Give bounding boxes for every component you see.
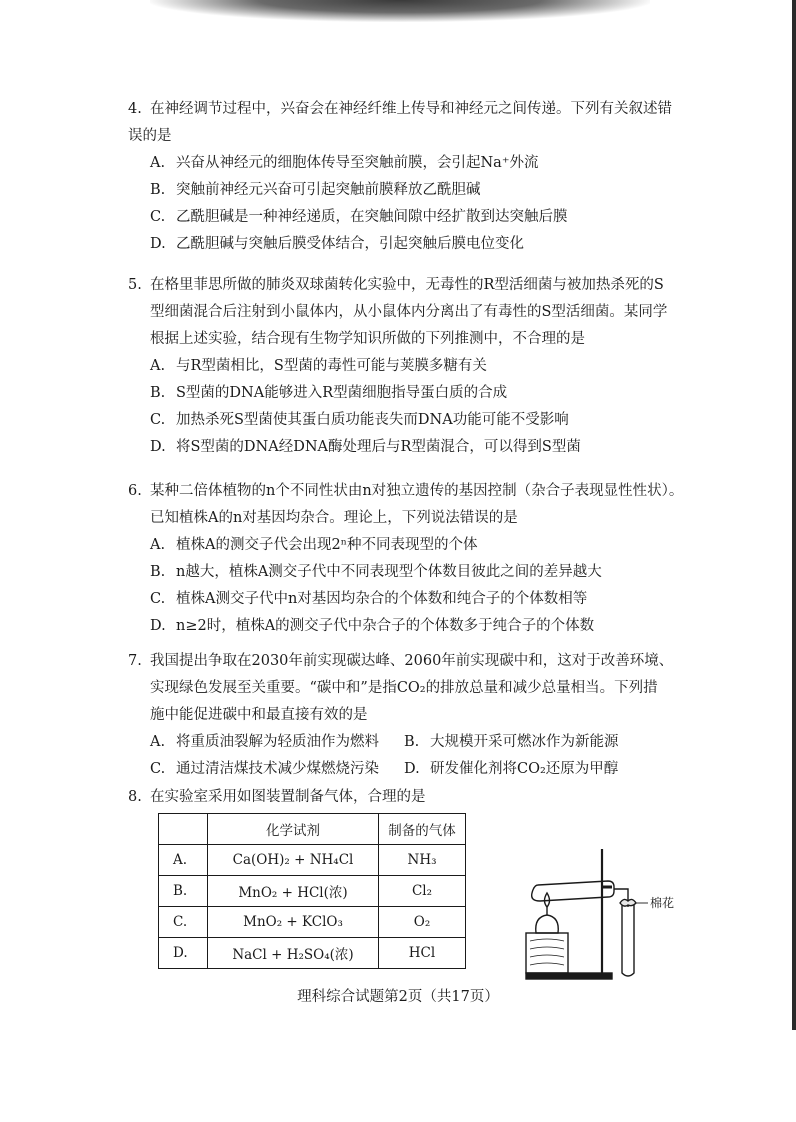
table-cell: D. xyxy=(159,938,208,969)
question-number: 5. xyxy=(128,277,142,293)
question-number: 6. xyxy=(128,483,142,499)
question-7 xyxy=(128,648,688,783)
option-d: D. 研发催化剂将CO₂还原为甲醇 xyxy=(404,761,619,777)
table-cell: Cl₂ xyxy=(379,876,466,907)
question-4 xyxy=(128,96,688,258)
question-number: 7. xyxy=(128,653,142,669)
question-stem: 在神经调节过程中，兴奋会在神经纤维上传导和神经元之间传递。下列有关叙述错 误的是 xyxy=(128,101,672,144)
table-cell: NH₃ xyxy=(379,845,466,876)
table-cell: NaCl + H₂SO₄(浓) xyxy=(208,938,379,969)
table-header: 制备的气体 xyxy=(379,814,466,845)
table-cell: MnO₂ + KClO₃ xyxy=(208,907,379,938)
option-b: B. 大规模开采可燃冰作为新能源 xyxy=(404,734,619,750)
table-row xyxy=(159,938,466,969)
reagent-table xyxy=(158,813,466,969)
option-a: A. 将重质油裂解为轻质油作为燃料 xyxy=(150,734,379,750)
option-c: C. 乙酰胆碱是一种神经递质，在突触间隙中经扩散到达突触后膜 xyxy=(150,209,568,225)
scan-edge xyxy=(792,0,796,1030)
table-header: 化学试剂 xyxy=(208,814,379,845)
table-cell: A. xyxy=(159,845,208,876)
table-row xyxy=(159,845,466,876)
question-5 xyxy=(128,272,688,461)
cotton xyxy=(620,899,636,906)
cotton-label: 棉花 xyxy=(650,896,675,910)
option-c: C. 加热杀死S型菌使其蛋白质功能丧失而DNA功能可能不受影响 xyxy=(150,412,569,428)
option-d: D. 将S型菌的DNA经DNA酶处理后与R型菌混合，可以得到S型菌 xyxy=(150,439,581,455)
question-number: 8. xyxy=(128,789,142,805)
table-cell: C. xyxy=(159,907,208,938)
option-b: B. 突触前神经元兴奋可引起突触前膜释放乙酰胆碱 xyxy=(150,182,481,198)
table-cell: O₂ xyxy=(379,907,466,938)
wood-grain xyxy=(530,939,564,965)
stand-base xyxy=(526,973,612,979)
option-d: D. n≥2时，植株A的测交子代中杂合子的个体数多于纯合子的个体数 xyxy=(150,618,595,634)
question-stem: 在格里菲思所做的肺炎双球菌转化实验中，无毒性的R型活细菌与被加热杀死的S 型细菌混合后注射到小鼠体内，从小鼠体内分离出了有毒性的S型活细菌。某同学 根据上述实验，结合现有生物学知识所做的下列推测中，不合理的是 xyxy=(150,277,668,347)
question-stem: 某种二倍体植物的n个不同性状由n对独立遗传的基因控制（杂合子表现显性性状）。 已知植株A的n对基因均杂合。理论上，下列说法错误的是 xyxy=(150,483,684,526)
option-row-2 xyxy=(150,756,688,783)
question-stem: 在实验室采用如图装置制备气体，合理的是 xyxy=(150,789,426,805)
option-d: D. 乙酰胆碱与突触后膜受体结合，引起突触后膜电位变化 xyxy=(150,236,524,252)
question-8 xyxy=(128,784,688,811)
page-footer: 理科综合试题第2页（共17页） xyxy=(297,989,499,1005)
option-b: B. S型菌的DNA能够进入R型菌细胞指导蛋白质的合成 xyxy=(150,385,508,401)
option-c: C. 通过清洁煤技术减少煤燃烧污染 xyxy=(150,761,379,777)
table-cell: HCl xyxy=(379,938,466,969)
collecting-tube xyxy=(622,905,634,976)
option-c: C. 植株A测交子代中n对基因均杂合的个体数和纯合子的个体数相等 xyxy=(150,591,588,607)
question-6 xyxy=(128,478,688,640)
option-a: A. 植株A的测交子代会出现2ⁿ种不同表现型的个体 xyxy=(150,537,478,553)
table-cell: MnO₂ + HCl(浓) xyxy=(208,876,379,907)
table-header xyxy=(159,814,208,845)
question-stem: 我国提出争取在2030年前实现碳达峰、2060年前实现碳中和，这对于改善环境、 实现绿色发展至关重要。“碳中和”是指CO₂的排放总量和减少总量相当。下列措 施中能促进碳中和最直接有效的是 xyxy=(150,653,674,723)
option-row-1 xyxy=(150,729,688,756)
option-a: A. 与R型菌相比，S型菌的毒性可能与荚膜多糖有关 xyxy=(150,358,487,374)
option-a: A. 兴奋从神经元的细胞体传导至突触前膜，会引起Na⁺外流 xyxy=(150,155,539,171)
scan-shadow xyxy=(150,0,650,22)
table-row xyxy=(159,907,466,938)
table-cell: Ca(OH)₂ + NH₄Cl xyxy=(208,845,379,876)
table-cell: B. xyxy=(159,876,208,907)
gas-generation-apparatus xyxy=(520,845,680,985)
question-number: 4. xyxy=(128,101,142,117)
option-b: B. n越大，植株A测交子代中不同表现型个体数目彼此之间的差异越大 xyxy=(150,564,602,580)
table-row xyxy=(159,876,466,907)
alcohol-lamp xyxy=(536,915,559,933)
table-header-row xyxy=(159,814,466,845)
